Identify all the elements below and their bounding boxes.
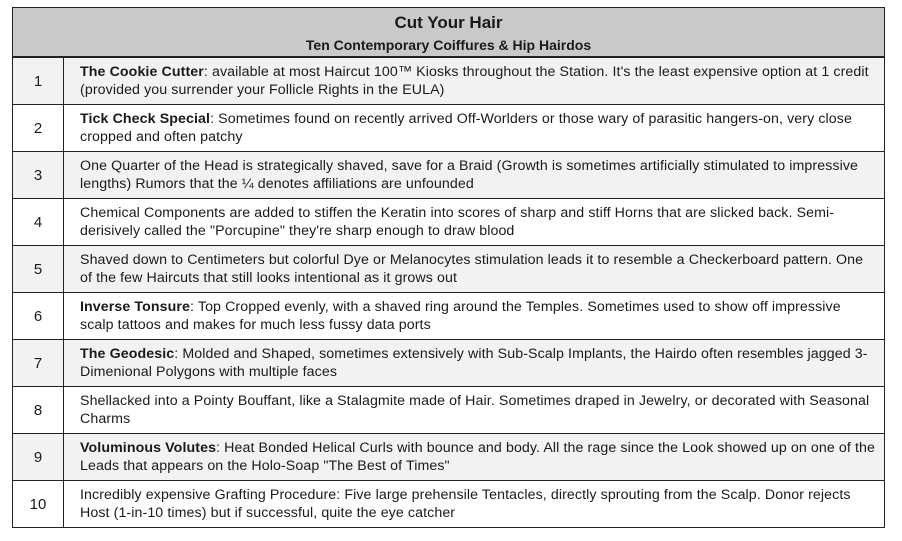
row-description xyxy=(64,105,884,151)
row-number: 10 xyxy=(13,481,64,527)
row-description xyxy=(64,434,884,480)
row-number: 1 xyxy=(13,58,64,104)
table-row xyxy=(13,433,884,480)
hairstyle-text: Shaved down to Centimeters but colorful Dye or Melanocytes stimulation leads it to resemble a Checkerboard pattern. One of the few Haircuts that still looks intentional as it grows out xyxy=(80,252,864,286)
row-number: 3 xyxy=(13,152,64,198)
hairstyle-text: One Quarter of the Head is strategically shaved, save for a Braid (Growth is sometimes artificially stimulated to impressive lengths) Rumors that the ¼ denotes affiliations are unfounded xyxy=(80,158,859,192)
hairstyle-text: : Top Cropped evenly, with a shaved ring around the Temples. Sometimes used to show off impressive scalp tattoos and makes for much less fussy data ports xyxy=(80,299,841,333)
table-body xyxy=(13,57,884,527)
hairstyle-name: Voluminous Volutes xyxy=(80,440,217,456)
table-row xyxy=(13,292,884,339)
row-number: 9 xyxy=(13,434,64,480)
hairstyle-text: : Heat Bonded Helical Curls with bounce and body. All the rage since the Look showed up on one of the Leads that appears on the Holo-Soap "The Best of Times" xyxy=(80,440,876,474)
table-row xyxy=(13,151,884,198)
table-header xyxy=(13,8,884,57)
row-number: 7 xyxy=(13,340,64,386)
row-description xyxy=(64,246,884,292)
hairstyle-text: Shellacked into a Pointy Bouffant, like a Stalagmite made of Hair. Sometimes draped in Jewelry, or decorated with Seasonal Charms xyxy=(80,393,870,427)
row-description xyxy=(64,340,884,386)
table-row xyxy=(13,198,884,245)
row-description xyxy=(64,293,884,339)
row-number: 2 xyxy=(13,105,64,151)
hairstyle-name: The Cookie Cutter xyxy=(80,64,204,80)
table-subtitle: Ten Contemporary Coiffures & Hip Hairdos xyxy=(305,37,592,53)
row-description xyxy=(64,387,884,433)
row-description xyxy=(64,58,884,104)
row-number: 6 xyxy=(13,293,64,339)
row-description xyxy=(64,481,884,527)
hairstyle-name: Tick Check Special xyxy=(80,111,211,127)
hairstyle-text: : Sometimes found on recently arrived Off-Worlders or those wary of parasitic hangers-on, very close cropped and often patchy xyxy=(80,111,852,145)
row-description xyxy=(64,152,884,198)
table-title: Cut Your Hair xyxy=(394,13,503,32)
hairstyle-text: Incredibly expensive Grafting Procedure: Five large prehensile Tentacles, directly sprouting from the Scalp. Donor rejects Host (1-in-10 times) but if successful, quite the eye catcher xyxy=(80,487,851,521)
hairstyle-name: Inverse Tonsure xyxy=(80,299,191,315)
table-row xyxy=(13,57,884,104)
row-number: 8 xyxy=(13,387,64,433)
table-row xyxy=(13,339,884,386)
hairstyle-text: : Molded and Shaped, sometimes extensively with Sub-Scalp Implants, the Hairdo often resembles jagged 3-Dimenional Polygons with multiple faces xyxy=(80,346,868,380)
hairstyle-text: : available at most Haircut 100™ Kiosks throughout the Station. It's the least expensive option at 1 credit (provided you surrender your Follicle Rights in the EULA) xyxy=(80,64,869,98)
table-row xyxy=(13,245,884,292)
row-number: 5 xyxy=(13,246,64,292)
hairstyle-name: The Geodesic xyxy=(80,346,175,362)
hair-table xyxy=(12,7,885,528)
table-row xyxy=(13,480,884,527)
table-row xyxy=(13,386,884,433)
table-row xyxy=(13,104,884,151)
row-number: 4 xyxy=(13,199,64,245)
row-description xyxy=(64,199,884,245)
hairstyle-text: Chemical Components are added to stiffen the Keratin into scores of sharp and stiff Horns that are slicked back. Semi-derisively called the "Porcupine" they're sharp enough to draw blood xyxy=(80,205,835,239)
